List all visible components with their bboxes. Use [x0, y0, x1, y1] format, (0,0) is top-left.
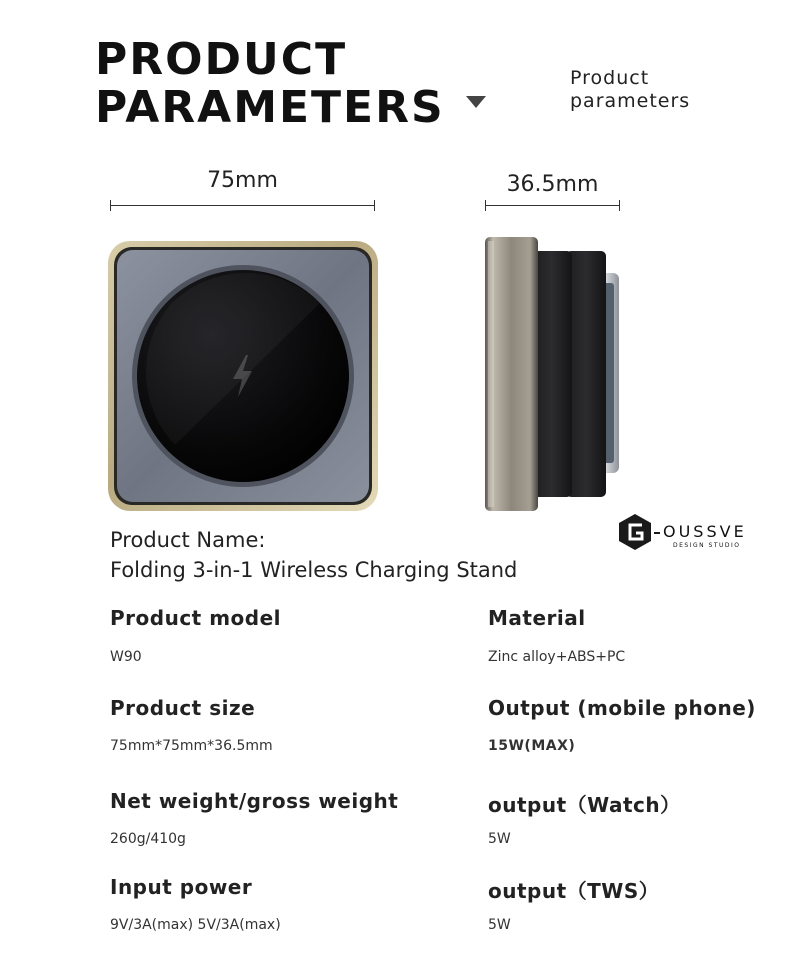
front-view	[108, 241, 378, 511]
product-size-label: Product size	[110, 696, 256, 720]
brand-logo	[615, 512, 765, 552]
depth-dimension-label: 36.5mm	[506, 172, 599, 197]
product-model-value: W90	[110, 649, 142, 665]
output-watch-label: output（Watch）	[488, 793, 681, 817]
input-power-label: Input power	[110, 875, 253, 899]
page-subtitle	[570, 67, 690, 113]
material-value: Zinc alloy+ABS+PC	[488, 649, 626, 665]
page-title-line-1: PRODUCT	[95, 34, 348, 85]
weight-label: Net weight/gross weight	[110, 789, 399, 813]
svg-text:OUSSVE: OUSSVE	[663, 522, 747, 541]
page-title-line-2: PARAMETERS	[95, 82, 445, 133]
width-dimension-line	[110, 205, 375, 206]
output-phone-label: Output (mobile phone)	[488, 696, 756, 720]
side-view	[485, 237, 619, 511]
svg-text:DESIGN STUDIO: DESIGN STUDIO	[673, 542, 741, 549]
input-power-value: 9V/3A(max) 5V/3A(max)	[110, 917, 281, 933]
product-name-value: Folding 3-in-1 Wireless Charging Stand	[110, 558, 518, 582]
page-subtitle-line-2: parameters	[570, 90, 691, 112]
page-title	[95, 36, 445, 132]
product-size-value: 75mm*75mm*36.5mm	[110, 738, 273, 754]
weight-value: 260g/410g	[110, 831, 186, 847]
output-watch-value: 5W	[488, 831, 511, 847]
output-tws-value: 5W	[488, 917, 511, 933]
depth-dimension-line	[485, 205, 620, 206]
product-model-label: Product model	[110, 606, 282, 630]
material-label: Material	[488, 606, 586, 630]
page-subtitle-line-1: Product	[570, 67, 650, 89]
output-tws-label: output（TWS）	[488, 879, 660, 903]
product-name-label: Product Name:	[110, 528, 266, 552]
output-phone-value: 15W(MAX)	[488, 738, 576, 754]
product-illustration	[100, 235, 630, 520]
width-dimension-label: 75mm	[207, 168, 278, 193]
triangle-down-icon	[465, 94, 487, 110]
